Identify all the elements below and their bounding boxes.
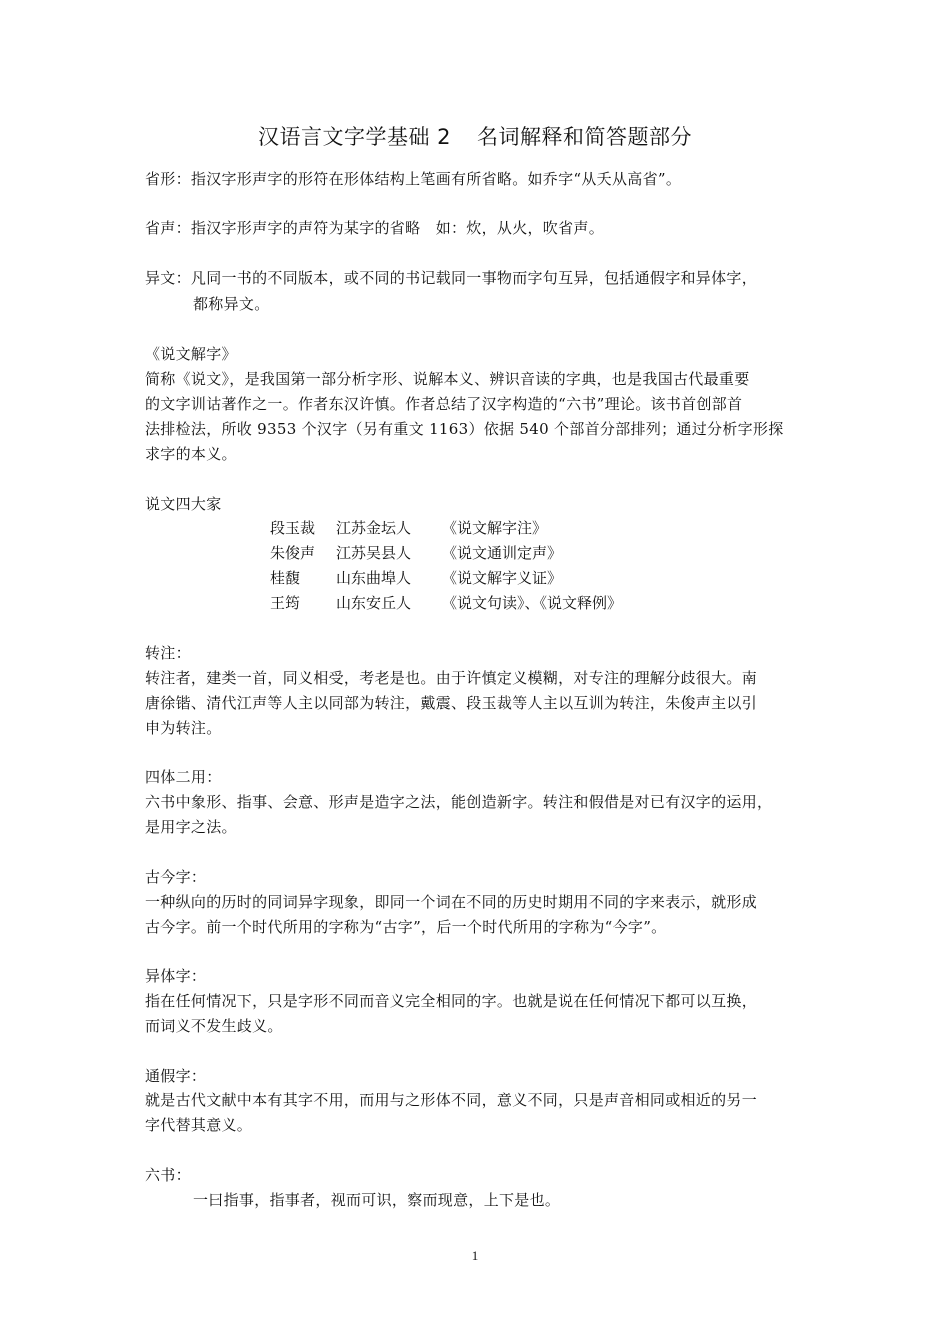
scholar-name: 朱俊声 xyxy=(270,544,316,562)
scholar-work: 《说文解字义证》 xyxy=(442,569,563,587)
title-main: 汉语言文字学基础 2 xyxy=(257,125,452,149)
yiti-heading: 异体字： xyxy=(145,967,207,985)
entry-yiwen: 异文：凡同一书的不同版本，或不同的书记载同一事物而字句互异，包括通假字和异体字， xyxy=(145,269,758,287)
scholar-place: 江苏吴县人 xyxy=(336,544,412,562)
gujin-line-2: 古今字。前一个时代所用的字称为“古字”，后一个时代所用的字称为“今字”。 xyxy=(145,918,667,936)
scholar-name: 桂馥 xyxy=(270,569,301,587)
shuowen-line-3: 法排检法，所收 9353 个汉字（另有重文 1163）依据 540 个部首分部排列；通过分析字形探 xyxy=(145,420,784,438)
entry-shengsheng: 省声：指汉字形声字的声符为某字的省略 如：炊，从火，吹省声。 xyxy=(145,219,605,237)
scholar-row xyxy=(270,540,562,566)
title-subtitle: 名词解释和简答题部分 xyxy=(477,125,693,149)
siti-heading: 四体二用： xyxy=(145,768,222,786)
tongjia-line-1: 就是古代文献中本有其字不用，而用与之形体不同，意义不同，只是声音相同或相近的另一 xyxy=(145,1091,758,1109)
siti-line-2: 是用字之法。 xyxy=(145,818,237,836)
scholar-row xyxy=(270,515,547,541)
scholar-name: 王筠 xyxy=(270,594,301,612)
scholar-name: 段玉裁 xyxy=(270,519,316,537)
scholar-work: 《说文句读》、《说文释例》 xyxy=(442,594,623,612)
scholar-work: 《说文解字注》 xyxy=(442,519,548,537)
shuowen-line-4: 求字的本义。 xyxy=(145,445,237,463)
scholar-place: 山东曲埠人 xyxy=(336,569,412,587)
shuowen-line-2: 的文字训诂著作之一。作者东汉许慎。作者总结了汉字构造的“六书”理论。该书首创部首 xyxy=(145,395,743,413)
gujin-line-1: 一种纵向的历时的同词异字现象，即同一个词在不同的历史时期用不同的字来表示，就形成 xyxy=(145,893,758,911)
zhuanzhu-line-1: 转注者，建类一首，同义相受，考老是也。由于许慎定义模糊，对专注的理解分歧很大。南 xyxy=(145,669,758,687)
entry-shengxing: 省形：指汉字形声字的形符在形体结构上笔画有所省略。如乔字“从夭从高省”。 xyxy=(145,170,682,188)
sidajia-heading: 说文四大家 xyxy=(145,495,222,513)
scholar-row xyxy=(270,565,562,591)
yiti-line-1: 指在任何情况下，只是字形不同而音义完全相同的字。也就是说在任何情况下都可以互换， xyxy=(145,992,758,1010)
entry-yiwen-cont: 都称异文。 xyxy=(193,295,270,313)
liushu-line-1: 一曰指事，指事者，视而可识，察而现意，上下是也。 xyxy=(193,1191,561,1209)
zhuanzhu-line-2: 唐徐锴、清代江声等人主以同部为转注，戴震、段玉裁等人主以互训为转注，朱俊声主以引 xyxy=(145,694,758,712)
yiti-line-2: 而词义不发生歧义。 xyxy=(145,1017,283,1035)
tongjia-line-2: 字代替其意义。 xyxy=(145,1116,253,1134)
tongjia-heading: 通假字： xyxy=(145,1067,207,1085)
zhuanzhu-line-3: 申为转注。 xyxy=(145,719,222,737)
shuowen-line-1: 简称《说文》，是我国第一部分析字形、说解本义、辨识音读的字典，也是我国古代最重要 xyxy=(145,370,750,388)
liushu-heading: 六书： xyxy=(145,1166,191,1184)
scholar-row xyxy=(270,590,622,616)
page-number: 1 xyxy=(471,1248,479,1263)
siti-line-1: 六书中象形、指事、会意、形声是造字之法，能创造新字。转注和假借是对已有汉字的运用， xyxy=(145,793,773,811)
scholar-work: 《说文通训定声》 xyxy=(442,544,563,562)
shuowen-heading: 《说文解字》 xyxy=(145,345,237,363)
zhuanzhu-heading: 转注： xyxy=(145,644,191,662)
scholar-place: 山东安丘人 xyxy=(336,594,412,612)
scholar-place: 江苏金坛人 xyxy=(336,519,412,537)
page-title xyxy=(0,121,950,151)
gujin-heading: 古今字： xyxy=(145,868,207,886)
